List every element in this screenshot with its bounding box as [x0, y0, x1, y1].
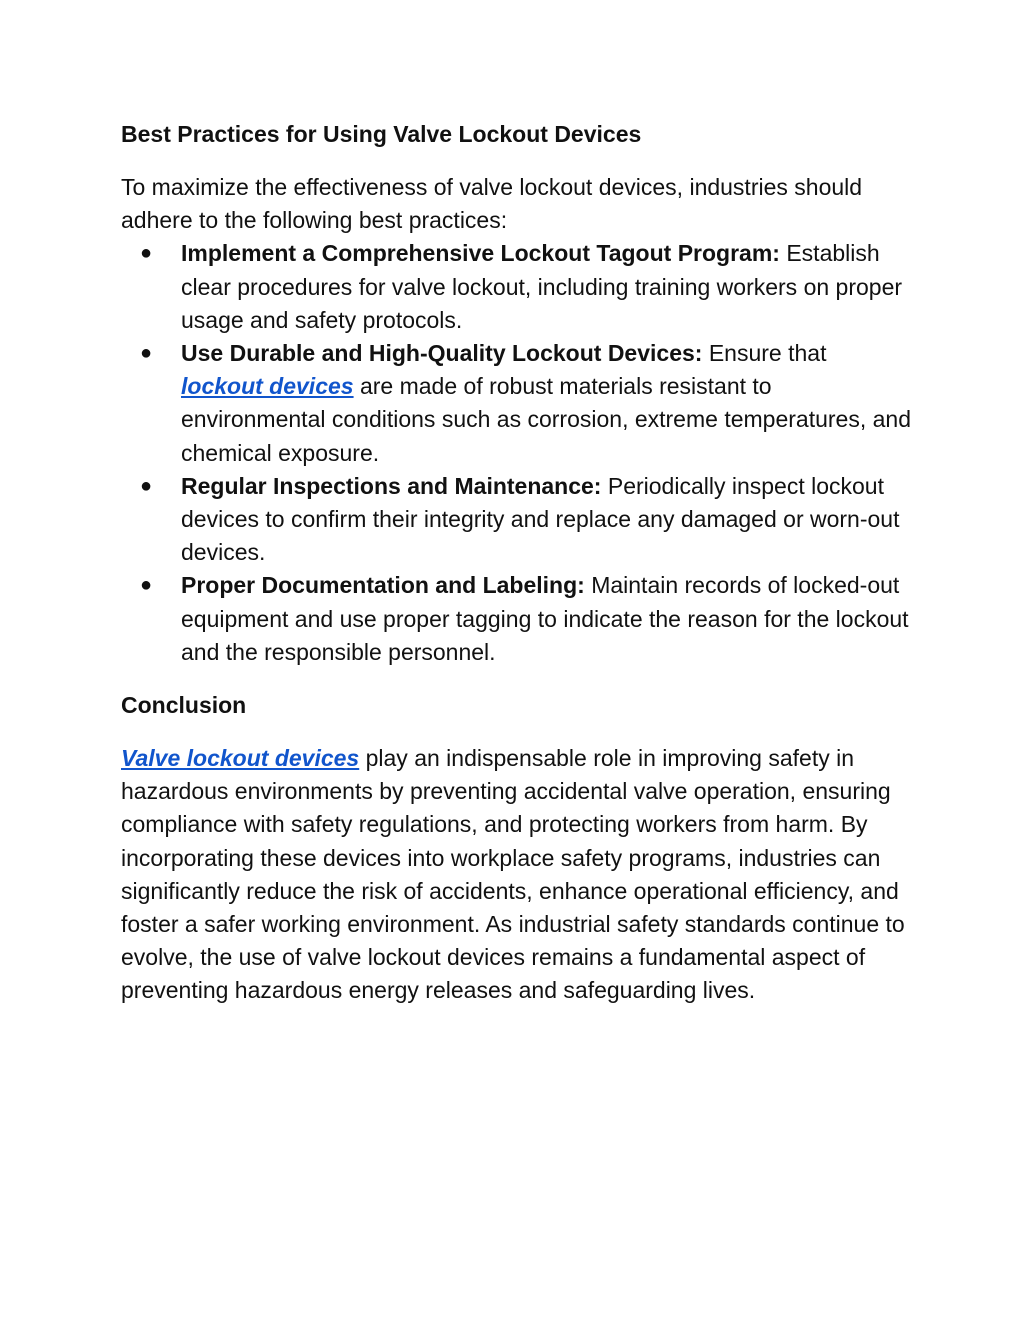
list-item-text: Ensure that: [702, 340, 827, 367]
lockout-devices-link[interactable]: lockout devices: [181, 373, 354, 400]
list-item-text-after: are made of robust materials resistant to environmental conditions such as corrosion, extreme temperatures, and chemical exposure.: [181, 373, 911, 466]
best-practices-list: [121, 237, 911, 669]
section-heading-best-practices: Best Practices for Using Valve Lockout Devices: [121, 121, 642, 147]
document-body: [121, 118, 911, 1008]
conclusion-text: play an indispensable role in improving safety in hazardous environments by preventing accidental valve operation, ensuring compliance with safety regulations, and protecting workers from harm. By incorporating these devices into workplace safety programs, industries can significantly reduce the risk of accidents, enhance operational efficiency, and foster a safer working environment. As industrial safety standards continue to evolve, the use of valve lockout devices remains a fundamental aspect of preventing hazardous energy releases and safeguarding lives.: [121, 745, 905, 1004]
list-item-text: Maintain records of locked-out equipment and use proper tagging to indicate the reason for the lockout and the responsible personnel.: [181, 572, 909, 665]
conclusion-paragraph: [121, 742, 911, 1008]
list-item-title: Use Durable and High-Quality Lockout Devices:: [181, 340, 703, 367]
valve-lockout-devices-link[interactable]: Valve lockout devices: [121, 745, 360, 772]
bullet-icon: ●: [140, 474, 153, 497]
list-item-text: Establish clear procedures for valve lockout, including training workers on proper usage and safety protocols.: [181, 240, 903, 333]
list-item-title: Regular Inspections and Maintenance:: [181, 472, 602, 499]
bullet-icon: ●: [140, 574, 153, 597]
list-item: [121, 569, 911, 669]
intro-paragraph: To maximize the effectiveness of valve lockout devices, industries should adhere to the following best practices:: [121, 174, 863, 234]
list-item-text: Periodically inspect lockout devices to confirm their integrity and replace any damaged or worn-out devices.: [181, 472, 900, 566]
list-item-title: Implement a Comprehensive Lockout Tagout Program:: [181, 240, 780, 267]
bullet-icon: ●: [140, 242, 153, 265]
bullet-icon: ●: [140, 342, 153, 365]
list-item: [121, 337, 911, 470]
section-heading-conclusion: Conclusion: [121, 692, 247, 719]
list-item: [121, 237, 911, 337]
list-item-title: Proper Documentation and Labeling:: [181, 572, 585, 599]
list-item: [121, 470, 911, 570]
